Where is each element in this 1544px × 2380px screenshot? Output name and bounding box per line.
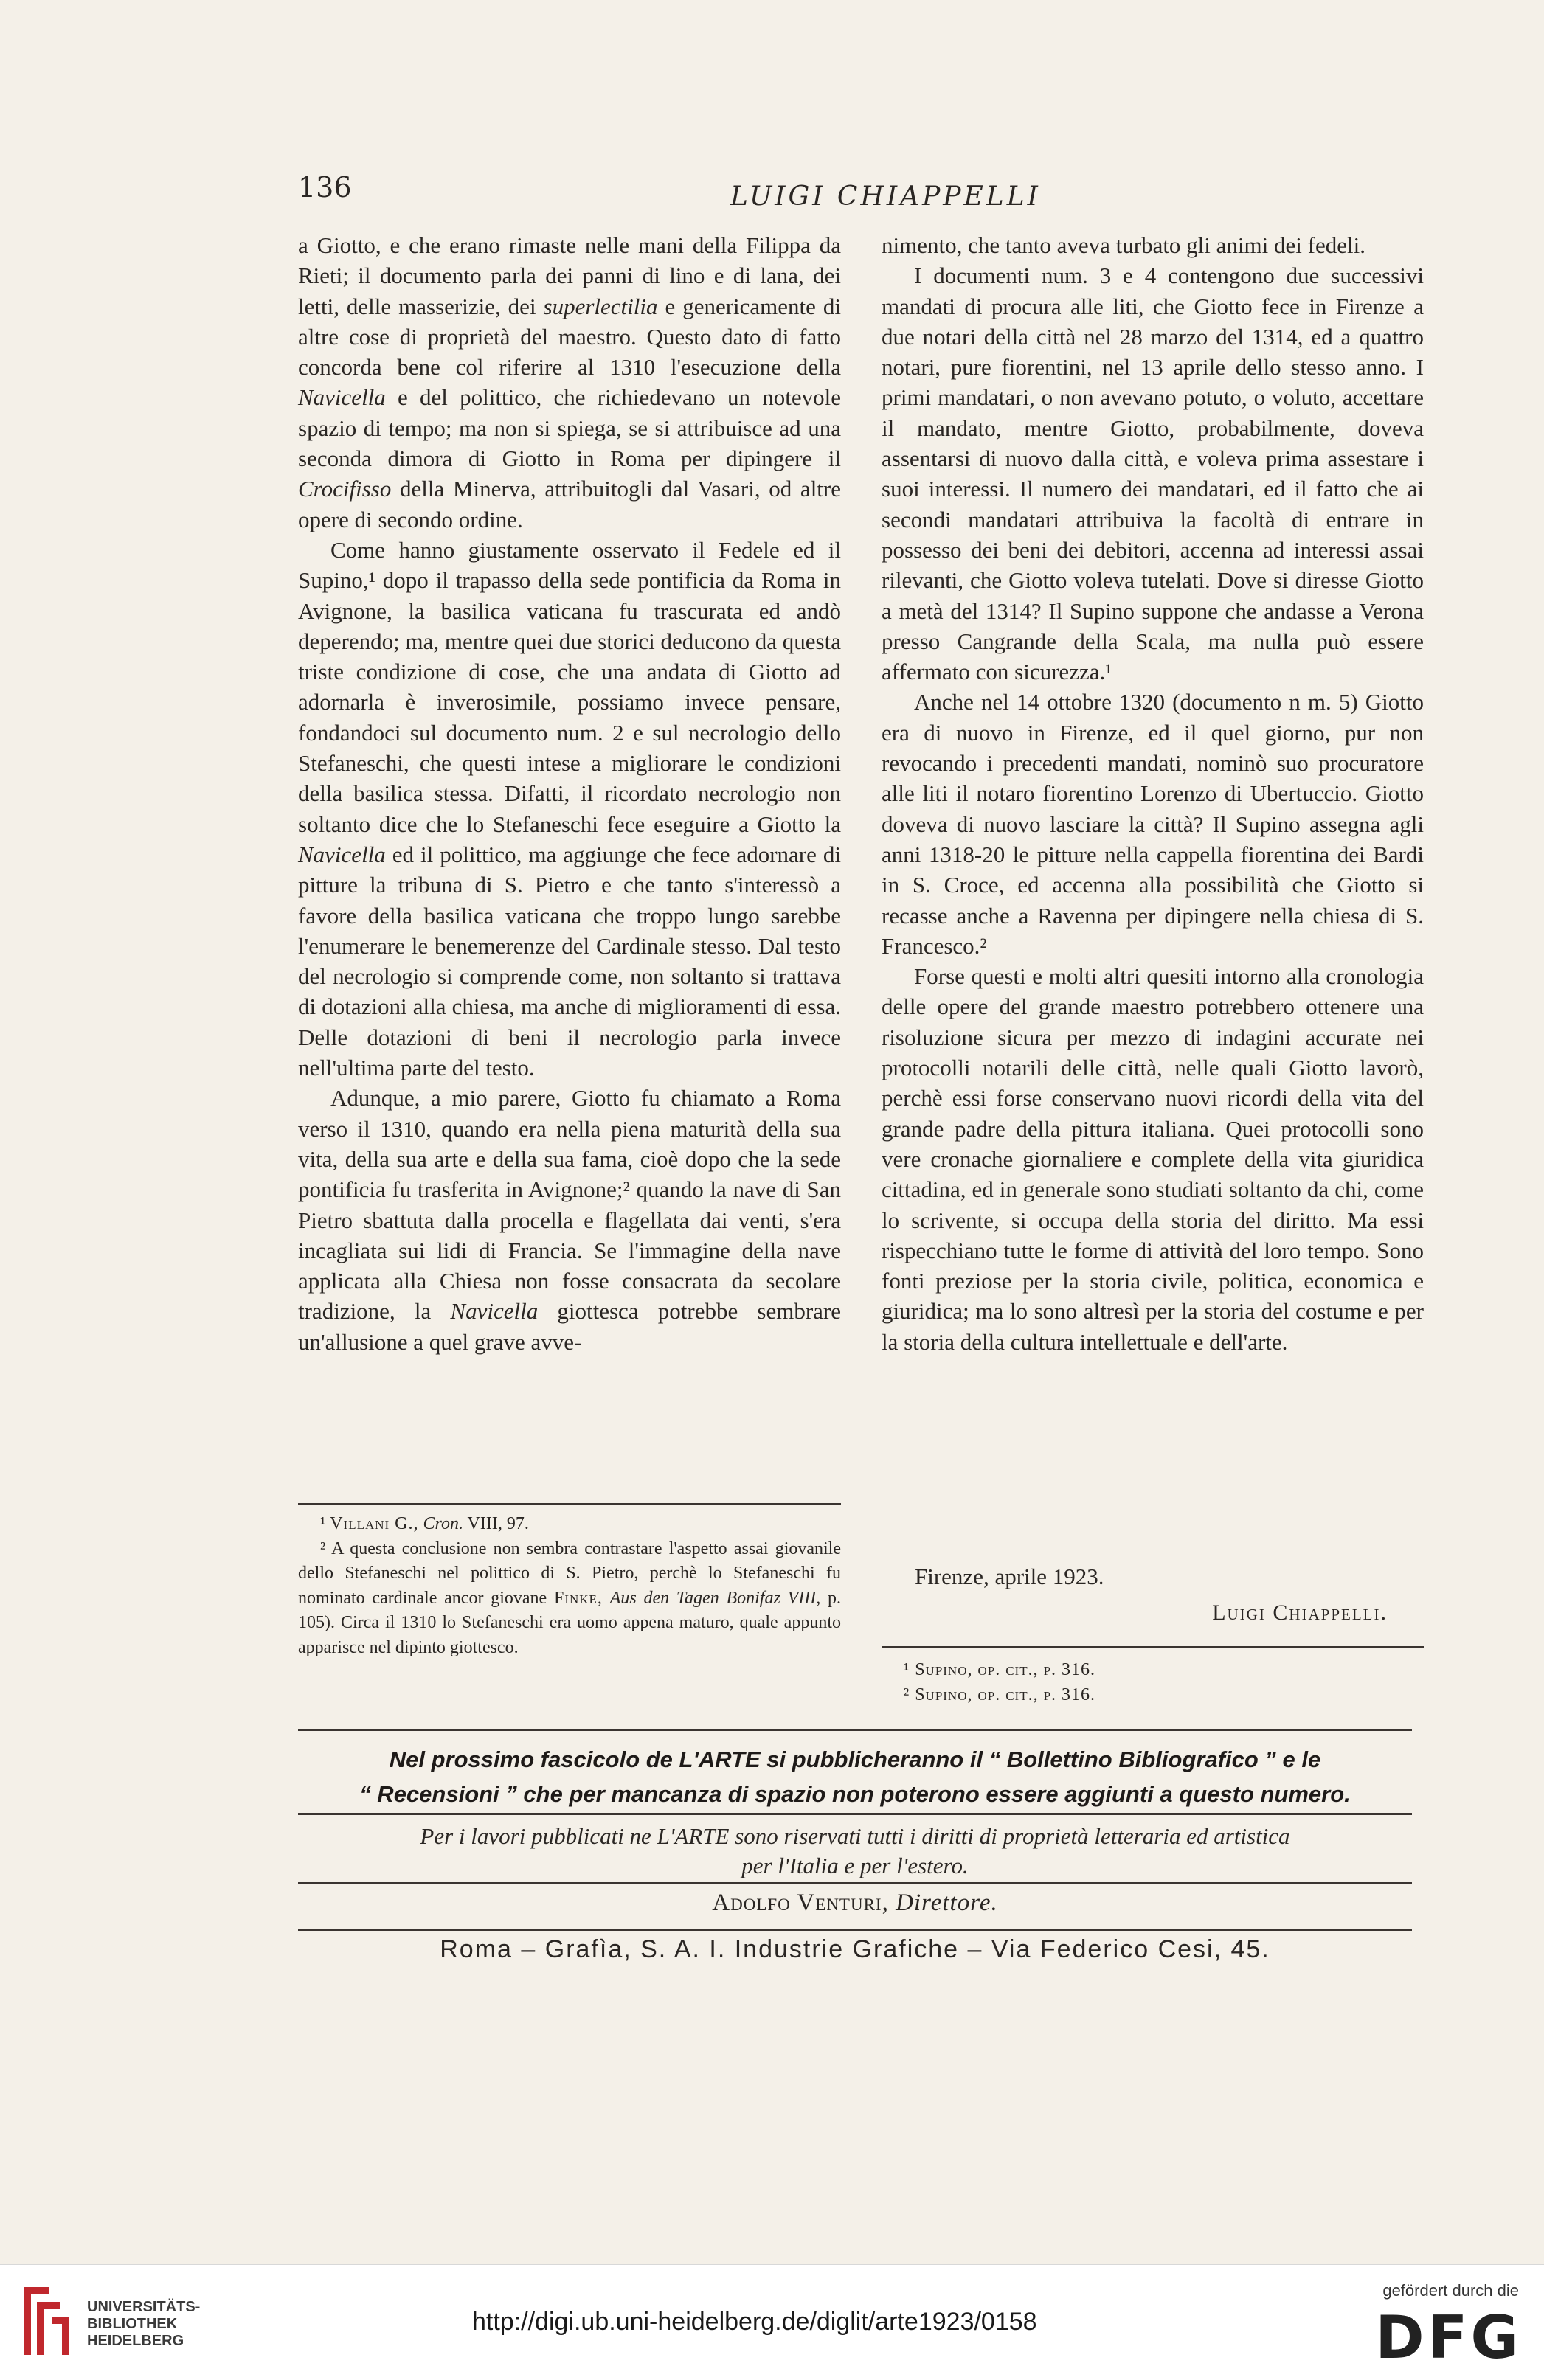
director-line: Adolfo Venturi, Direttore. <box>712 1890 998 1916</box>
printer-imprint: Roma – Grafìa, S. A. I. Industrie Grafiche – Via Federico Cesi, 45. <box>440 1935 1270 1963</box>
right-footnote-rule <box>882 1646 1424 1648</box>
notice-bottom-rule <box>298 1813 1412 1815</box>
next-issue-notice <box>298 1742 1412 1811</box>
viewer-footer <box>0 2264 1544 2380</box>
right-column <box>882 230 1424 1357</box>
rights-notice <box>298 1822 1412 1881</box>
author-signature: Luigi Chiappelli. <box>1212 1600 1388 1625</box>
notice-line-2: “ Recensioni ” che per mancanza di spazio non poterono essere aggiunti a questo numero. <box>359 1781 1351 1807</box>
left-paragraph-1: a Giotto, e che erano rimaste nelle mani della Filippa da Rieti; il documento parla dei panni di lino e di lana, dei letti, delle masserizie, dei superlectilia e genericamente di altre cose di proprietà del maestro. Questo dato di fatto concorda bene col riferire al 1310 l'esecuzione della Navicella e del polittico, che richiedevano un notevole spazio di tempo; ma non si spiega, se si attribuisce ad una seconda dimora di Giotto in Roma per dipingere il Crocifisso della Minerva, attribuitogli dal Vasari, od altre opere di secondo ordine. <box>298 232 842 532</box>
notice-line-1: Nel prossimo fascicolo de L'ARTE si pubblicheranno il “ Bollettino Bibliografico ” e le <box>389 1746 1321 1772</box>
left-footnote-rule <box>298 1503 841 1505</box>
dfg-logo-icon: DFG <box>1375 2303 1522 2372</box>
left-paragraph-2: Come hanno giustamente osservato il Fedele ed il Supino,¹ dopo il trapasso della sede pontificia da Roma in Avignone, la basilica vaticana fu trascurata ed andò deperendo; ma, mentre quei due storici deducono da questa triste condizione di cose, che una andata di Giotto ad adornarla è inverosimile, possiamo invece pensare, fondandoci sul documento num. 2 e sul necrologio dello Stefaneschi, che questi intese a migliorare le condizioni della basilica stessa. Difatti, il ricordato necrologio non soltanto dice che lo Stefaneschi fece eseguire a Giotto la Navicella ed il polittico, ma aggiunge che fece adornare di pitture la tribuna di S. Pietro e che tanto s'interessò a favore della basilica vaticana che troppo lungo sarebbe l'enumerare le benemerenze del Cardinale stesso. Dal testo del necrologio si comprende come, non soltanto si trattava di dotazioni alla chiesa, ma anche di miglioramenti di essa. Delle dotazioni di beni il necrologio parla invece nell'ultima parte del testo. <box>298 536 841 1081</box>
rights-line-2: per l'Italia e per l'estero. <box>741 1853 969 1878</box>
left-footnotes <box>298 1512 841 1660</box>
university-library-logo-icon <box>16 2281 75 2362</box>
closing-date: Firenze, aprile 1923. <box>915 1564 1104 1589</box>
director-bottom-rule <box>298 1929 1412 1931</box>
running-title: LUIGI CHIAPPELLI <box>730 181 1041 212</box>
right-paragraph-3: Anche nel 14 ottobre 1320 (documento n m. 5) Giotto era di nuovo in Firenze, ed il quel giorno, pur non revocando i precedenti mandati, nominò suo procuratore alle liti il notaro fiorentino Lorenzo di Ubertuccio. Giotto doveva di nuovo lasciare la città? Il Supino assegna agli anni 1318-20 le pitture nella cappella fiorentina dei Bardi in S. Croce, ed accenna alla possibilità che Giotto si recasse anche a Ravenna per dipingere nella chiesa di S. Francesco.² <box>882 689 1424 959</box>
right-footnotes <box>882 1658 1424 1707</box>
left-footnote-2: ² A questa conclusione non sembra contrastare l'aspetto assai giovanile dello Stefaneschi nel polittico di S. Pietro, perchè lo Stefaneschi fu nominato cardinale ancor giovane Finke, Aus den Tagen Bonifaz VIII, p. 105). Circa il 1310 lo Stefaneschi era uomo appena maturo, quale appunto apparisce nel dipinto giottesco. <box>298 1538 842 1657</box>
rights-line-1: Per i lavori pubblicati ne L'ARTE sono riservati tutti i diritti di proprietà letteraria ed artistica <box>420 1823 1290 1849</box>
university-library-name: UNIVERSITÄTS- BIBLIOTHEK HEIDELBERG <box>87 2299 201 2349</box>
right-footnote-2: ² Supino, op. cit., p. 316. <box>904 1685 1096 1704</box>
right-paragraph-2: I documenti num. 3 e 4 contengono due successivi mandati di procura alle liti, che Giotto fece in Firenze a due notari della città nel 28 marzo del 1314, ed a quattro notari, pure fiorentini, nel 13 aprile dello stesso anno. I primi mandatari, o non avevano potuto, o voluto, accettare il mandato, mentre Giotto, probabilmente, doveva assentarsi di nuovo dalla città, e voleva prima assestare i suoi interessi. Il numero dei mandatari, ed il fatto che ai secondi mandatari attribuiva la facoltà di entrare in possesso dei beni dei debitori, accenna ad interessi assai rilevanti, che Giotto voleva tutelati. Dove si diresse Giotto a metà del 1314? Il Supino suppone che andasse a Verona presso Cangrande della Scala, ma nulla può essere affermato con sicurezza.¹ <box>882 263 1424 685</box>
notice-top-rule <box>298 1729 1412 1731</box>
rights-bottom-rule <box>298 1882 1412 1884</box>
right-paragraph-1: nimento, che tanto aveva turbato gli animi dei fedeli. <box>882 232 1365 258</box>
left-column <box>298 230 841 1357</box>
right-paragraph-4: Forse questi e molti altri quesiti intorno alla cronologia delle opere del grande maestro potrebbero ottenere una risoluzione sicura per mezzo di indagini accurate nei protocolli notarili delle città, nelle quali Giotto lavorò, perchè essi forse conservano nuovi ricordi della vita del grande padre della pittura italiana. Quei protocolli sono vere cronache giornaliere e complete della vita giuridica cittadina, ed in generale sono studiati soltanto da chi, come lo scrivente, si occupa della storia del diritto. Ma essi rispecchiano tutte le forme di attività del loro tempo. Sono fonti preziose per la storia civile, politica, economica e giuridica; ma lo sono altresì per la storia del costume e per la storia della cultura intellettuale e dell'arte. <box>882 963 1424 1355</box>
dfg-caption: gefördert durch die <box>1382 2281 1519 2300</box>
page-url-link[interactable]: http://digi.ub.uni-heidelberg.de/diglit/arte1923/0158 <box>472 2308 1037 2336</box>
left-paragraph-3: Adunque, a mio parere, Giotto fu chiamato a Roma verso il 1310, quando era nella piena maturità della sua vita, della sua arte e della sua fama, cioè dopo che la sede pontificia fu trasferita in Avignone;² quando la nave di San Pietro sbattuta dalla procella e flagellata dai venti, s'era incagliata sui lidi di Francia. Se l'immagine della nave applicata alla Chiesa non fosse consacrata da secolare tradizione, la Navicella giottesca potrebbe sembrare un'allusione a quel grave avve- <box>298 1085 841 1355</box>
left-footnote-1: ¹ Villani G., Cron. VIII, 97. <box>320 1514 529 1533</box>
right-footnote-1: ¹ Supino, op. cit., p. 316. <box>904 1660 1096 1679</box>
page-number: 136 <box>298 171 352 204</box>
